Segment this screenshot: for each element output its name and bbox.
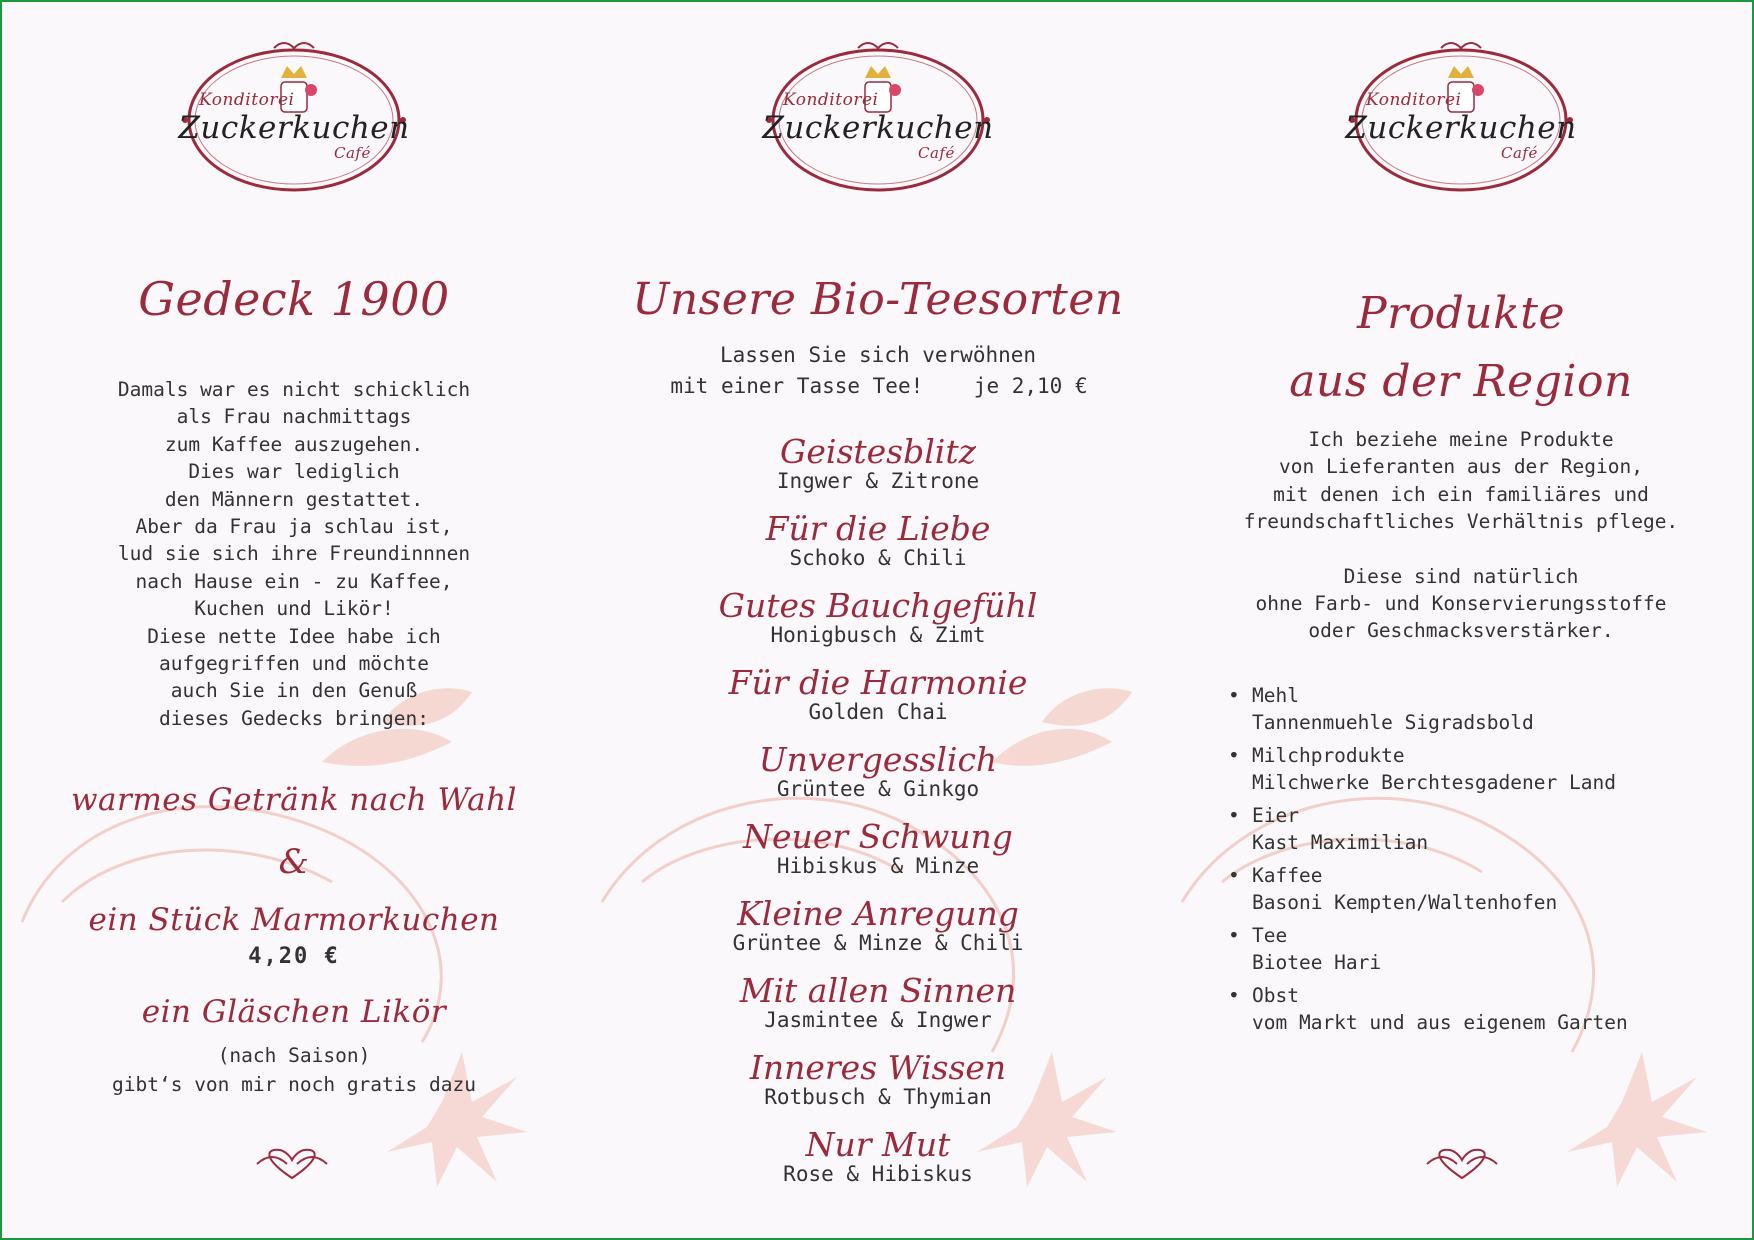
tea-item xyxy=(586,738,1170,815)
product-source: Milchwerke Berchtesgadener Land xyxy=(1252,771,1616,794)
gedeck-note xyxy=(2,1042,586,1099)
products-intro xyxy=(1170,426,1752,645)
tea-ingredients: Grüntee & Ginkgo xyxy=(776,777,980,801)
gedeck-intro: Damals war es nicht schicklich als Frau nachmittags zum Kaffee auszugehen. Dies war lediglich den Männern gestattet. Aber da Frau ja schlau ist, lud sie sich ihre Freundinnnen nach Hause ein - zu Kaffee, Kuchen und Likör! Diese nette Idee habe ich aufgegriffen und möchte auch Sie in den Genuß dieses Gedecks bringen: xyxy=(117,378,471,730)
tea-item xyxy=(586,430,1170,507)
bullet: • xyxy=(1228,984,1240,1007)
section-title-tea: Unsere Bio-Teesorten xyxy=(632,274,1124,325)
list-item xyxy=(1226,862,1736,916)
title-line-1: Produkte xyxy=(1356,288,1565,339)
intro-line: mit denen ich ein familiäres und xyxy=(1273,482,1649,506)
panel-teesorten xyxy=(586,2,1170,1238)
note-line-1: (nach Saison) xyxy=(217,1044,371,1067)
product-item: Eier xyxy=(1252,804,1299,827)
tea-name: Für die Harmonie xyxy=(728,663,1028,702)
gedeck-liqueur: ein Gläschen Likör xyxy=(141,994,447,1030)
product-source: Tannenmuehle Sigradsbold xyxy=(1252,711,1534,734)
product-source: vom Markt und aus eigenem Garten xyxy=(1252,1011,1628,1034)
logo-line-2: Zuckerkuchen xyxy=(1345,110,1577,146)
product-source: Basoni Kempten/Waltenhofen xyxy=(1252,891,1558,914)
list-item xyxy=(1226,742,1736,796)
gedeck-drink: warmes Getränk nach Wahl xyxy=(71,782,517,818)
gedeck-cake: ein Stück Marmorkuchen xyxy=(88,902,500,938)
tea-list xyxy=(586,430,1170,1200)
tea-item xyxy=(586,1123,1170,1200)
product-item: Mehl xyxy=(1252,684,1299,707)
product-list xyxy=(1226,682,1736,1042)
gedeck-price: 4,20 € xyxy=(248,944,340,969)
intro-line: ohne Farb- und Konservierungsstoffe xyxy=(1255,592,1667,616)
list-item xyxy=(1226,922,1736,976)
tea-ingredients: Rose & Hibiskus xyxy=(783,1162,973,1186)
tea-name: Geistesblitz xyxy=(780,432,976,471)
product-item: Obst xyxy=(1252,984,1299,1007)
tea-intro-line-1: Lassen Sie sich verwöhnen xyxy=(719,343,1037,367)
intro-line: Diese sind natürlich xyxy=(1343,564,1579,588)
intro-line: oder Geschmacksverstärker. xyxy=(1308,619,1614,643)
tea-intro xyxy=(586,340,1170,402)
logo-line-1: Konditorei xyxy=(199,90,295,110)
tea-name: Neuer Schwung xyxy=(743,817,1013,856)
bullet: • xyxy=(1228,744,1240,767)
tea-item xyxy=(586,892,1170,969)
list-item xyxy=(1226,682,1736,736)
cafe-logo xyxy=(169,38,419,198)
heart-ornament-icon xyxy=(252,1144,332,1184)
note-line-2: gibt‘s von mir noch gratis dazu xyxy=(112,1072,476,1096)
panel-gedeck xyxy=(2,2,586,1238)
tea-name: Inneres Wissen xyxy=(749,1048,1007,1087)
ampersand: & xyxy=(278,842,310,882)
intro-line: Ich beziehe meine Produkte xyxy=(1308,428,1614,451)
tea-ingredients: Golden Chai xyxy=(808,700,948,724)
intro-paragraph-1 xyxy=(1170,426,1752,536)
tea-ingredients: Grüntee & Minze & Chili xyxy=(732,931,1024,955)
logo-line-3: Café xyxy=(918,144,955,162)
tea-item xyxy=(586,584,1170,661)
logo-line-2: Zuckerkuchen xyxy=(762,110,994,146)
product-item: Kaffee xyxy=(1252,864,1323,887)
tea-ingredients: Jasmintee & Ingwer xyxy=(764,1008,992,1032)
cafe-logo xyxy=(753,38,1003,198)
tea-name: Nur Mut xyxy=(805,1125,951,1164)
intro-paragraph-2 xyxy=(1170,563,1752,645)
tea-ingredients: Honigbusch & Zimt xyxy=(770,623,986,647)
product-source: Kast Maximilian xyxy=(1252,831,1429,854)
tea-ingredients: Schoko & Chili xyxy=(789,546,967,570)
tea-intro-line-2: mit einer Tasse Tee! je 2,10 € xyxy=(670,374,1088,398)
tea-item xyxy=(586,1046,1170,1123)
bullet: • xyxy=(1228,804,1240,827)
product-item: Milchprodukte xyxy=(1252,744,1405,767)
logo-line-3: Café xyxy=(1501,144,1538,162)
bullet: • xyxy=(1228,924,1240,947)
tea-name: Für die Liebe xyxy=(765,509,991,548)
cafe-logo xyxy=(1336,38,1586,198)
intro-line: von Lieferanten aus der Region, xyxy=(1279,455,1643,479)
tea-ingredients: Ingwer & Zitrone xyxy=(776,469,980,493)
title-line-2: aus der Region xyxy=(1289,356,1633,407)
bullet: • xyxy=(1228,864,1240,887)
tea-item xyxy=(586,661,1170,738)
tea-item xyxy=(586,969,1170,1046)
tea-name: Kleine Anregung xyxy=(737,894,1019,933)
panel-produkte xyxy=(1170,2,1752,1238)
tea-item xyxy=(586,815,1170,892)
intro-line: freundschaftliches Verhältnis pflege. xyxy=(1243,510,1679,534)
tea-name: Mit allen Sinnen xyxy=(739,971,1017,1010)
product-source: Biotee Hari xyxy=(1252,951,1382,974)
tea-ingredients: Hibiskus & Minze xyxy=(776,854,980,878)
section-title-gedeck: Gedeck 1900 xyxy=(138,272,450,326)
logo-line-2: Zuckerkuchen xyxy=(178,110,410,146)
tea-name: Gutes Bauchgefühl xyxy=(718,586,1038,625)
heart-ornament-icon xyxy=(1422,1144,1502,1184)
logo-line-1: Konditorei xyxy=(783,90,879,110)
logo-line-1: Konditorei xyxy=(1366,90,1462,110)
logo-line-3: Café xyxy=(334,144,371,162)
list-item xyxy=(1226,982,1736,1036)
section-title-products xyxy=(1170,280,1752,416)
tea-ingredients: Rotbusch & Thymian xyxy=(764,1085,992,1109)
tea-item xyxy=(586,507,1170,584)
list-item xyxy=(1226,802,1736,856)
tea-name: Unvergesslich xyxy=(758,740,998,779)
product-item: Tee xyxy=(1252,924,1288,947)
bullet: • xyxy=(1228,684,1240,707)
